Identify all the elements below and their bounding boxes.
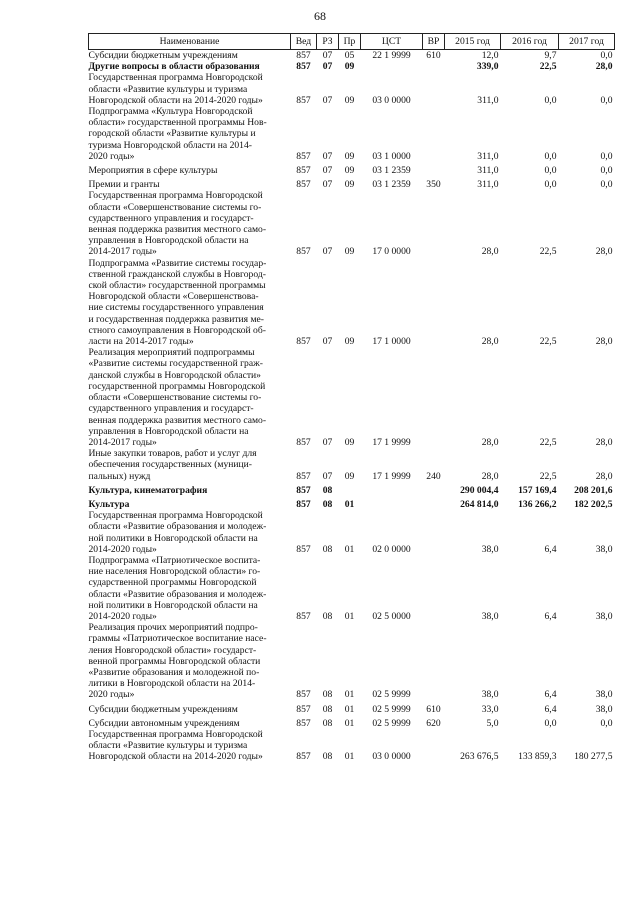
table-row	[89, 190, 615, 257]
table-row	[89, 622, 615, 700]
cell-cst: 02 0 0000	[372, 543, 411, 555]
name-line: Новгородской области «Совершенствова-	[88, 291, 259, 303]
name-line: Иные закупки товаров, работ и услуг для	[88, 448, 257, 460]
name-line: туризма Новгородской области на 2014-	[88, 139, 252, 151]
cell-ved: 857	[296, 717, 311, 729]
cell-2015: 28,0	[481, 246, 499, 258]
cell-2016: 0,0	[544, 165, 557, 177]
cell-2016: 9,7	[544, 50, 557, 61]
cell-vr: 620	[426, 717, 441, 729]
cell-rz: 07	[322, 50, 333, 61]
cell-rz: 07	[322, 150, 333, 162]
cell-2015: 38,0	[481, 689, 499, 701]
cell-2016: 22,5	[539, 336, 557, 348]
cell-2017: 182 202,5	[574, 498, 613, 510]
cell-name	[89, 176, 291, 190]
header-vr: ВР	[423, 34, 445, 50]
name-line: городской области «Развитие культуры и	[88, 128, 256, 140]
cell-ved: 857	[296, 484, 311, 496]
header-2017: 2017 год	[559, 34, 615, 50]
table-row	[89, 701, 615, 715]
cell-pr: 09	[344, 436, 355, 448]
cell-ved: 857	[296, 165, 311, 177]
cell-rz: 08	[322, 610, 333, 622]
cell-pr: 09	[344, 246, 355, 258]
cell-ved: 857	[296, 470, 311, 482]
cell-rz: 08	[322, 689, 333, 701]
cell-2016: 136 266,2	[518, 498, 557, 510]
cell-2017: 0,0	[600, 179, 613, 191]
cell-pr: 01	[344, 610, 355, 622]
cell-rz: 08	[322, 498, 333, 510]
table-row	[89, 347, 615, 448]
cell-ved: 857	[296, 246, 311, 258]
name-line: венная поддержка развития местного само-	[88, 414, 267, 426]
budget-table	[88, 33, 615, 763]
name-line: венная поддержка развития местного само-	[88, 224, 267, 236]
cell-vr	[423, 72, 445, 106]
cell-2016: 6,4	[544, 610, 557, 622]
cell-ved: 857	[296, 703, 311, 715]
cell-rz: 08	[322, 543, 333, 555]
cell-name	[89, 190, 291, 257]
cell-2016: 157 169,4	[518, 484, 557, 496]
name-line: Государственная программа Новгородской	[88, 72, 263, 84]
cell-vr	[423, 482, 445, 496]
name-line: ной политики в Новгородской области на	[88, 532, 258, 544]
cell-rz: 08	[322, 703, 333, 715]
cell-2015: 5,0	[486, 717, 499, 729]
cell-cst: 03 1 2359	[372, 179, 411, 191]
cell-vr: 610	[426, 50, 441, 61]
cell-ved: 857	[296, 543, 311, 555]
name-line: ственной гражданской службы в Новгород-	[88, 268, 266, 280]
cell-name	[89, 496, 291, 510]
name-line: ления Новгородской области» государст-	[88, 644, 257, 656]
cell-vr	[423, 162, 445, 176]
table-row	[89, 715, 615, 729]
header-2015: 2015 год	[445, 34, 501, 50]
cell-ved: 857	[296, 50, 311, 61]
cell-ved: 857	[296, 61, 311, 73]
cell-cst: 02 5 0000	[372, 610, 411, 622]
cell-name	[89, 50, 291, 62]
cell-cst: 03 1 2359	[372, 165, 411, 177]
cell-2017: 28,0	[595, 336, 613, 348]
cell-rz: 07	[322, 94, 333, 106]
cell-pr: 01	[344, 689, 355, 701]
name-line: области «Развитие культуры и туризма	[88, 83, 248, 95]
cell-2016: 6,4	[544, 703, 557, 715]
name-line: 2014-2020 годы»	[88, 543, 157, 555]
cell-ved: 857	[296, 689, 311, 701]
cell-2016: 22,5	[539, 470, 557, 482]
name-line: и государственная поддержка развития ме-	[88, 313, 264, 325]
cell-vr	[423, 190, 445, 257]
name-line: данской службы в Новгородской области»	[88, 369, 261, 381]
cell-ved: 857	[296, 336, 311, 348]
name-line: области «Развитие образования и молодеж-	[88, 521, 267, 533]
cell-2016: 0,0	[544, 717, 557, 729]
name-line: ласти на 2014-2017 годы»	[88, 336, 194, 348]
table-row	[89, 106, 615, 162]
table-row	[89, 258, 615, 348]
table-row	[89, 176, 615, 190]
cell-2017: 208 201,6	[574, 484, 613, 496]
cell-name	[89, 510, 291, 555]
cell-name	[89, 622, 291, 700]
cell-2016: 22,5	[539, 436, 557, 448]
cell-name	[89, 482, 291, 496]
header-name: Наименование	[89, 34, 291, 50]
cell-2017: 28,0	[595, 61, 613, 73]
cell-cst: 17 1 9999	[372, 436, 411, 448]
name-line: сударственной программы Новгородской	[88, 577, 257, 589]
name-line: Реализация прочих мероприятий подпро-	[88, 622, 258, 634]
cell-ved: 857	[296, 150, 311, 162]
name-line: Субсидии бюджетным учреждениям	[88, 50, 238, 61]
cell-2015: 311,0	[477, 179, 499, 191]
cell-pr: 09	[344, 470, 355, 482]
cell-name	[89, 729, 291, 763]
cell-pr: 09	[344, 179, 355, 191]
cell-pr: 01	[344, 751, 355, 763]
cell-name	[89, 715, 291, 729]
cell-pr: 09	[344, 61, 355, 73]
name-line: Другие вопросы в области образования	[88, 61, 260, 73]
cell-cst: 17 1 0000	[372, 336, 411, 348]
cell-cst: 02 5 9999	[372, 717, 411, 729]
header-cst: ЦСТ	[361, 34, 423, 50]
cell-vr	[423, 555, 445, 622]
cell-rz: 07	[322, 246, 333, 258]
table-row	[89, 72, 615, 106]
name-line: ние населения Новгородской области» го-	[88, 566, 261, 578]
cell-pr: 09	[344, 165, 355, 177]
cell-vr	[423, 496, 445, 510]
name-line: Реализация мероприятий подпрограммы	[88, 347, 255, 359]
header-ved: Вед	[291, 34, 317, 50]
cell-2017: 38,0	[595, 543, 613, 555]
cell-vr	[423, 106, 445, 162]
cell-2015: 311,0	[477, 94, 499, 106]
cell-2015: 264 814,0	[460, 498, 499, 510]
name-line: области «Развитие образования и молодеж-	[88, 588, 267, 600]
cell-cst: 22 1 9999	[372, 50, 411, 61]
table-row	[89, 50, 615, 62]
cell-2017: 0,0	[600, 50, 613, 61]
name-line: венной программы Новгородской области	[88, 655, 261, 667]
table-body	[89, 50, 615, 763]
header-2016: 2016 год	[501, 34, 559, 50]
cell-ved: 857	[296, 436, 311, 448]
cell-cst: 02 5 9999	[372, 689, 411, 701]
cell-2017: 180 277,5	[574, 751, 613, 763]
header-rz: РЗ	[317, 34, 339, 50]
name-line: «Развитие системы государственной граж-	[88, 358, 263, 370]
cell-2017: 38,0	[595, 703, 613, 715]
cell-ved: 857	[296, 179, 311, 191]
cell-2016: 22,5	[539, 246, 557, 258]
name-line: Мероприятия в сфере культуры	[88, 165, 218, 177]
name-line: Новгородской области на 2014-2020 годы»	[88, 751, 263, 763]
name-line: ние системы государственного управления	[88, 302, 264, 314]
cell-2015: 38,0	[481, 543, 499, 555]
table-row	[89, 510, 615, 555]
cell-2017: 28,0	[595, 246, 613, 258]
name-line: Субсидии автономным учреждениям	[88, 717, 240, 729]
cell-ved: 857	[296, 610, 311, 622]
name-line: «Развитие образования и молодежной по-	[88, 666, 260, 678]
name-line: управления в Новгородской области на	[88, 235, 249, 247]
cell-name	[89, 448, 291, 482]
cell-vr: 350	[426, 179, 441, 191]
name-line: области «Совершенствование системы го-	[88, 392, 262, 404]
cell-pr: 09	[344, 94, 355, 106]
cell-pr: 01	[344, 703, 355, 715]
name-line: Субсидии бюджетным учреждениям	[88, 703, 238, 715]
cell-ved: 857	[296, 751, 311, 763]
cell-vr	[423, 510, 445, 555]
cell-rz: 08	[322, 751, 333, 763]
cell-rz: 07	[322, 336, 333, 348]
table-row	[89, 482, 615, 496]
cell-cst: 03 0 0000	[372, 751, 411, 763]
cell-2015: 28,0	[481, 336, 499, 348]
name-line: области «Совершенствование системы го-	[88, 201, 262, 213]
cell-rz: 07	[322, 179, 333, 191]
cell-cst: 02 5 9999	[372, 703, 411, 715]
cell-2015: 290 004,4	[460, 484, 499, 496]
cell-cst: 17 0 0000	[372, 246, 411, 258]
cell-pr: 09	[344, 336, 355, 348]
table-header	[89, 34, 615, 50]
cell-2016: 0,0	[544, 94, 557, 106]
cell-rz: 08	[322, 484, 333, 496]
cell-vr	[423, 347, 445, 448]
table-row	[89, 555, 615, 622]
cell-pr: 05	[344, 50, 355, 61]
name-line: Новгородской области на 2014-2020 годы»	[88, 94, 263, 106]
name-line: сударственного управления и государст-	[88, 403, 254, 415]
cell-2016: 0,0	[544, 150, 557, 162]
table-row	[89, 61, 615, 72]
cell-2016: 22,5	[539, 61, 557, 73]
cell-2017: 38,0	[595, 610, 613, 622]
name-line: сударственного управления и государст-	[88, 212, 254, 224]
name-line: 2020 годы»	[88, 150, 135, 162]
cell-2015: 38,0	[481, 610, 499, 622]
name-line: Подпрограмма «Культура Новгородской	[88, 106, 253, 118]
name-line: 2020 годы»	[88, 689, 135, 701]
cell-cst	[361, 496, 423, 510]
name-line: области» государственной программы Нов-	[88, 117, 267, 129]
cell-pr: 01	[344, 498, 355, 510]
cell-2017: 0,0	[600, 165, 613, 177]
name-line: Культура	[88, 498, 130, 510]
cell-2015: 28,0	[481, 436, 499, 448]
cell-cst	[361, 482, 423, 496]
name-line: 2014-2020 годы»	[88, 610, 157, 622]
cell-vr	[423, 729, 445, 763]
cell-pr: 09	[344, 150, 355, 162]
cell-2016: 6,4	[544, 543, 557, 555]
cell-2016: 6,4	[544, 689, 557, 701]
cell-vr	[423, 622, 445, 700]
cell-ved: 857	[296, 498, 311, 510]
cell-cst: 03 1 0000	[372, 150, 411, 162]
cell-name	[89, 61, 291, 72]
table-row	[89, 496, 615, 510]
cell-2015: 311,0	[477, 150, 499, 162]
cell-2017: 0,0	[600, 717, 613, 729]
cell-rz: 07	[322, 470, 333, 482]
name-line: Премии и гранты	[88, 179, 160, 191]
cell-rz: 08	[322, 717, 333, 729]
cell-rz: 07	[322, 165, 333, 177]
cell-name	[89, 555, 291, 622]
name-line: государственной программы Новгородской	[88, 380, 266, 392]
cell-2015: 33,0	[481, 703, 499, 715]
name-line: обеспечения государственных (муници-	[88, 459, 253, 471]
cell-pr	[339, 482, 361, 496]
cell-vr: 240	[426, 470, 441, 482]
name-line: Государственная программа Новгородской	[88, 510, 263, 522]
table-row	[89, 162, 615, 176]
cell-vr: 610	[426, 703, 441, 715]
name-line: Подпрограмма «Развитие системы государ-	[88, 257, 267, 269]
cell-cst: 03 0 0000	[372, 94, 411, 106]
cell-2016: 0,0	[544, 179, 557, 191]
cell-rz: 07	[322, 436, 333, 448]
cell-2017: 0,0	[600, 150, 613, 162]
name-line: Культура, кинематография	[88, 484, 208, 496]
cell-rz: 07	[322, 61, 333, 73]
name-line: 2014-2017 годы»	[88, 436, 157, 448]
name-line: пальных) нужд	[88, 470, 151, 482]
cell-2016: 133 859,3	[518, 751, 557, 763]
cell-2015: 311,0	[477, 165, 499, 177]
name-line: стного самоуправления в Новгородской об-	[88, 324, 266, 336]
cell-2015: 28,0	[481, 470, 499, 482]
cell-name	[89, 347, 291, 448]
header-pr: Пр	[339, 34, 361, 50]
cell-2017: 0,0	[600, 94, 613, 106]
page-number: 68	[314, 9, 326, 23]
name-line: управления в Новгородской области на	[88, 425, 249, 437]
cell-2017: 38,0	[595, 689, 613, 701]
cell-2017: 28,0	[595, 436, 613, 448]
name-line: ской области» государственной программы	[88, 280, 266, 292]
cell-2015: 339,0	[476, 61, 499, 73]
cell-ved: 857	[296, 94, 311, 106]
cell-pr: 01	[344, 543, 355, 555]
cell-name	[89, 162, 291, 176]
cell-cst: 17 1 9999	[372, 470, 411, 482]
name-line: ной политики в Новгородской области на	[88, 599, 258, 611]
name-line: граммы «Патриотическое воспитание насе-	[88, 633, 267, 645]
table-row	[89, 729, 615, 763]
name-line: литики в Новгородской области на 2014-	[88, 678, 256, 690]
name-line: Подпрограмма «Патриотическое воспита-	[88, 554, 261, 566]
name-line: Государственная программа Новгородской	[88, 728, 263, 740]
cell-2015: 12,0	[481, 50, 499, 61]
name-line: области «Развитие культуры и туризма	[88, 740, 248, 752]
cell-pr: 01	[344, 717, 355, 729]
table-row	[89, 448, 615, 482]
cell-2015: 263 676,5	[460, 751, 499, 763]
name-line: 2014-2017 годы»	[88, 246, 157, 258]
cell-name	[89, 72, 291, 106]
cell-name	[89, 258, 291, 348]
name-line: Государственная программа Новгородской	[88, 190, 263, 202]
cell-2017: 28,0	[595, 470, 613, 482]
cell-name	[89, 106, 291, 162]
cell-cst	[361, 61, 423, 72]
cell-vr	[423, 61, 445, 72]
cell-name	[89, 701, 291, 715]
cell-vr	[423, 258, 445, 348]
